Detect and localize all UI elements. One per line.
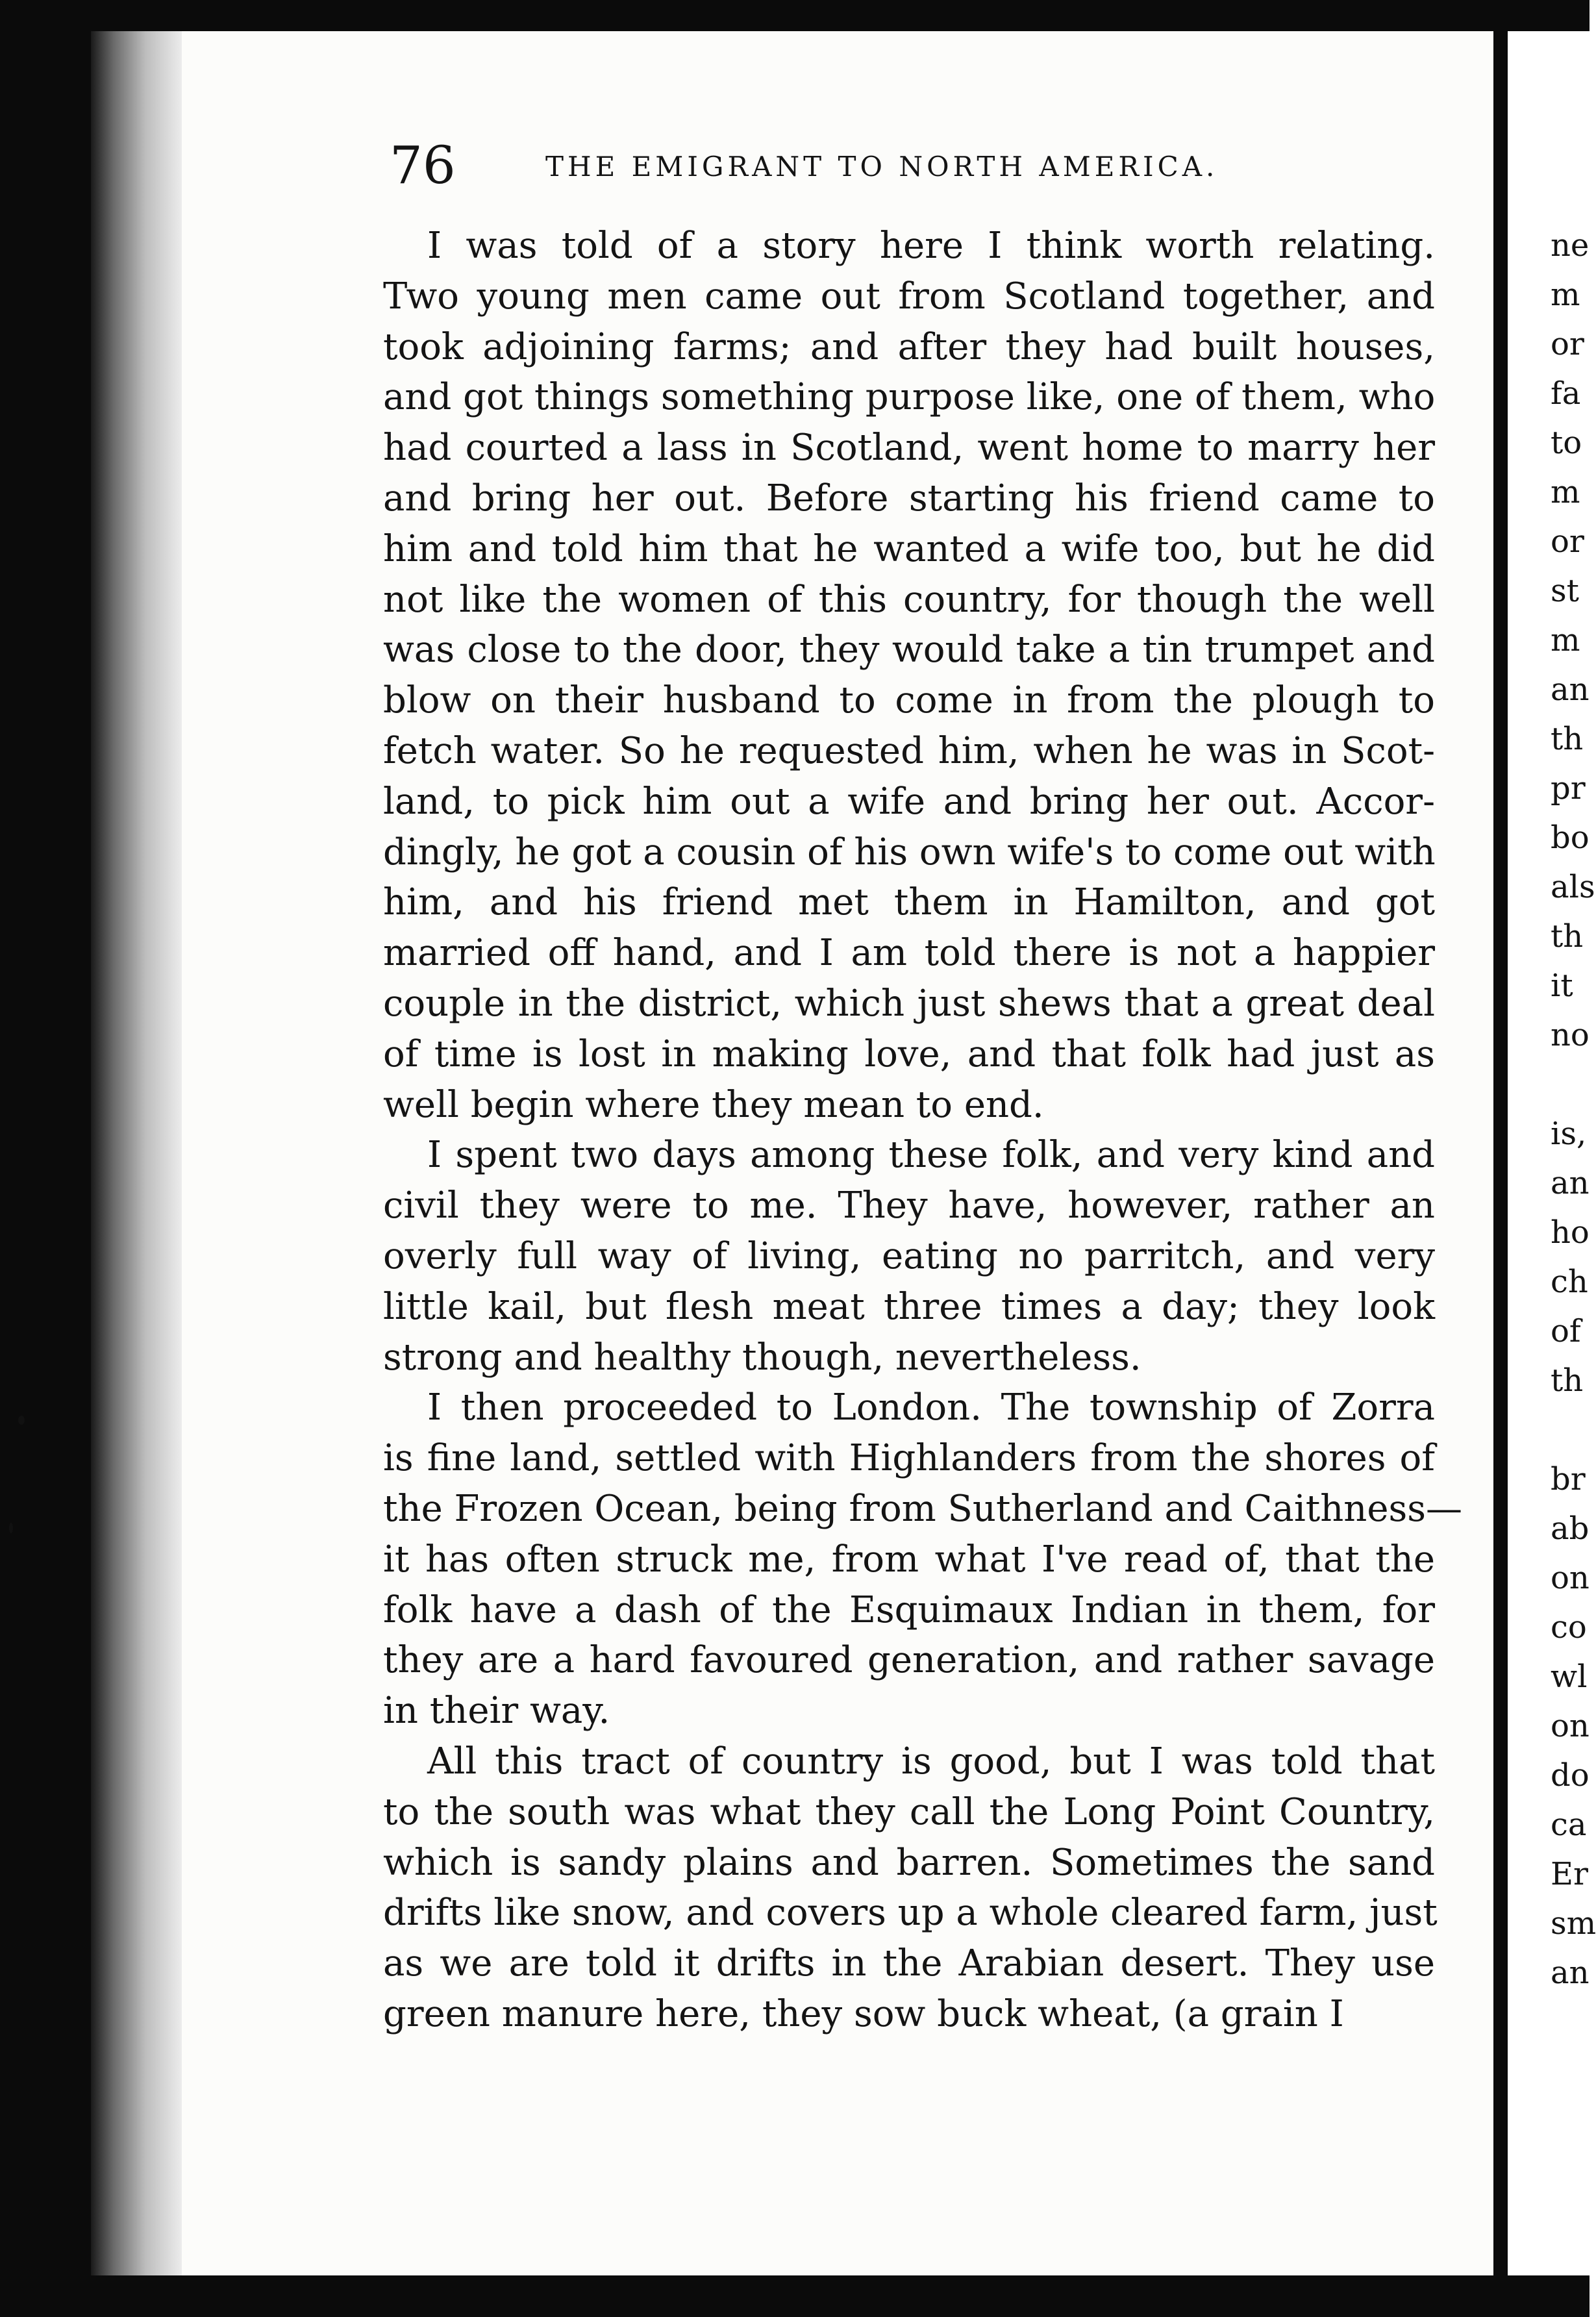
facing-page-fragment: th — [1551, 721, 1584, 757]
text-line: All this tract of country is good, but I was told that — [427, 1740, 1435, 1783]
text-line: of time is lost in making love, and that folk had just as — [383, 1033, 1435, 1075]
facing-page-fragment: ca — [1551, 1807, 1587, 1843]
facing-page-fragment: wl — [1551, 1659, 1588, 1695]
page-header — [390, 130, 1454, 201]
text-line: is fine land, settled with Highlanders from the shores of — [383, 1437, 1435, 1480]
text-line: him, and his friend met them in Hamilton, and got — [383, 881, 1435, 924]
scan-border-top — [0, 0, 1590, 31]
paragraph — [383, 1383, 1462, 1736]
text-line: him and told him that he wanted a wife too, but he did — [383, 527, 1435, 570]
scan-speck — [18, 1416, 25, 1425]
facing-page-fragment — [1551, 1405, 1590, 1455]
body-text — [383, 221, 1462, 2040]
facing-page-fragment: th — [1551, 1362, 1584, 1399]
text-line: couple in the district, which just shews that a great deal — [383, 982, 1435, 1025]
paragraph — [383, 1130, 1435, 1383]
facing-page-fragment: sm — [1551, 1905, 1596, 1942]
facing-page-fragment: of — [1551, 1313, 1581, 1349]
facing-page-fragment: co — [1551, 1609, 1587, 1646]
facing-page-fragment: br — [1551, 1461, 1586, 1497]
text-line: land, to pick him out a wife and bring her out. Accor- — [383, 780, 1435, 823]
running-head: THE EMIGRANT TO NORTH AMERICA. — [545, 151, 1219, 182]
facing-page-fragment: it — [1551, 968, 1573, 1004]
text-line: had courted a lass in Scotland, went home to marry her — [383, 427, 1435, 470]
text-line: I then proceeded to London. The township of Zorra — [427, 1386, 1435, 1429]
facing-page-fragment: m — [1551, 474, 1580, 510]
text-line: they are a hard favoured generation, and rather savage — [383, 1639, 1435, 1682]
page-number: 76 — [390, 135, 456, 195]
text-line: it has often struck me, from what I've read of, that the — [383, 1538, 1435, 1581]
text-line: little kail, but flesh meat three times a day; they look — [383, 1285, 1435, 1328]
text-line: as we are told it drifts in the Arabian desert. They use — [383, 1942, 1435, 1985]
text-line: and bring her out. Before starting his friend came to — [383, 477, 1435, 520]
text-line: not like the women of this country, for though the well — [383, 578, 1435, 621]
facing-page-fragment: als — [1551, 869, 1595, 905]
text-line: folk have a dash of the Esquimaux Indian in them, for — [383, 1588, 1435, 1631]
facing-page-text — [1551, 221, 1596, 1998]
text-line: Two young men came out from Scotland together, and — [383, 275, 1435, 318]
facing-page-fragment: ho — [1551, 1214, 1590, 1251]
scan-speck — [9, 1523, 13, 1533]
facing-page-fragment: m — [1551, 622, 1580, 658]
facing-page-fragment: an — [1551, 1955, 1590, 1991]
facing-page-fragment: is, — [1551, 1116, 1587, 1152]
facing-page-fragment: an — [1551, 1165, 1590, 1201]
text-line: dingly, he got a cousin of his own wife's to come out with — [383, 831, 1436, 873]
text-line: blow on their husband to come in from the plough to — [383, 679, 1435, 722]
text-line: took adjoining farms; and after they had built houses, — [383, 325, 1435, 368]
text-line: married off hand, and I am told there is not a happier — [383, 932, 1435, 975]
text-line: green manure here, they sow buck wheat, (a grain I — [383, 1992, 1344, 2035]
text-line: in their way. — [383, 1690, 610, 1733]
page-edge-shadow — [91, 31, 182, 2275]
text-line: was close to the door, they would take a tin trumpet and — [383, 629, 1435, 671]
facing-page-fragment: Er — [1551, 1856, 1588, 1892]
text-line: I spent two days among these folk, and very kind and — [427, 1134, 1435, 1177]
book-gutter — [1493, 0, 1508, 2317]
facing-page-fragment: ch — [1551, 1264, 1588, 1300]
facing-page-fragment: st — [1551, 573, 1579, 609]
text-line: fetch water. So he requested him, when he was in Scot- — [383, 729, 1435, 772]
text-line: and got things something purpose like, one of them, who — [383, 376, 1436, 419]
facing-page-fragment: do — [1551, 1757, 1590, 1794]
facing-page-fragment: fa — [1551, 375, 1581, 412]
facing-page-fragment: or — [1551, 523, 1584, 560]
text-line: well begin where they mean to end. — [383, 1083, 1044, 1126]
facing-page-fragment: to — [1551, 425, 1582, 461]
facing-page-fragment: an — [1551, 671, 1590, 708]
text-line: to the south was what they call the Long Point Country, — [383, 1790, 1435, 1833]
scan-border-left — [0, 0, 91, 2317]
paragraph — [383, 1736, 1438, 2040]
scan-border-bottom — [0, 2275, 1590, 2317]
text-line: strong and healthy though, nevertheless. — [383, 1336, 1141, 1379]
facing-page-fragment: on — [1551, 1560, 1590, 1596]
paragraph — [383, 221, 1435, 1130]
text-line: I was told of a story here I think worth relating. — [427, 225, 1435, 267]
facing-page-fragment: ne — [1551, 227, 1590, 264]
facing-page-fragment: th — [1551, 918, 1584, 955]
facing-page-fragment — [1551, 1060, 1590, 1109]
text-line: which is sandy plains and barren. Sometimes the sand — [383, 1841, 1435, 1884]
text-line: drifts like snow, and covers up a whole cleared farm, just — [383, 1892, 1438, 1935]
facing-page-fragment: pr — [1551, 770, 1586, 807]
facing-page-fragment: ab — [1551, 1510, 1590, 1547]
facing-page-fragment: m — [1551, 277, 1580, 313]
text-line: overly full way of living, eating no parritch, and very — [383, 1234, 1435, 1277]
facing-page-fragment: bo — [1551, 820, 1590, 856]
text-line: the Frozen Ocean, being from Sutherland and Caithness— — [383, 1487, 1462, 1530]
facing-page-fragment: or — [1551, 326, 1584, 362]
facing-page-fragment: no — [1551, 1017, 1590, 1053]
text-line: civil they were to me. They have, however, rather an — [383, 1184, 1435, 1227]
facing-page-fragment: on — [1551, 1708, 1590, 1744]
